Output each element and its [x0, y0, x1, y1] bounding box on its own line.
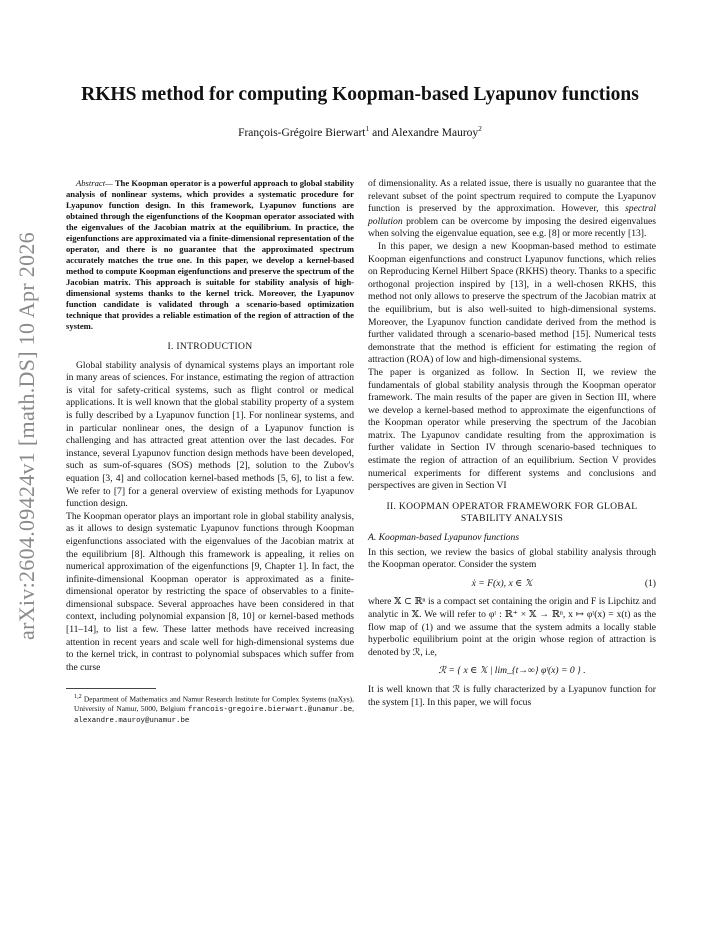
intro-paragraph-1: Global stability analysis of dynamical systems plays an important role in many areas of sciences. For instance, estimating the region of attraction is vital for safety-critical systems, such as flight control or medical applications. It is well known that the global stability property of a system is fully described by a Lyapunov function [1]. For nonlinear systems, and in particular nonlinear ones, the design of a Lyapunov function is challenging and has attracted great attention over the last decades. For instance, several Lyapunov function design methods have been developed, such as sum-of-squares (SOS) methods [2], solution to the Zubov's equation [3, 4] and collocation kernel-based methods [5, 6], to list a few. We refer to [7] for a general overview of existing methods for Lyapunov function design.	[66, 359, 354, 510]
section-2-heading-line-1: II. KOOPMAN OPERATOR FRAMEWORK FOR GLOBAL	[386, 500, 638, 512]
spectral-pollution-term: spectral pollution	[368, 203, 656, 227]
section-2-heading	[368, 501, 656, 526]
equation-1-number: (1)	[644, 577, 656, 589]
right-column	[368, 178, 656, 709]
equation-1	[368, 578, 656, 591]
email-link-2[interactable]: alexandre.mauroy@unamur.be	[74, 716, 190, 725]
abstract-label: Abstract—	[76, 178, 113, 188]
intro-paragraph-2: The Koopman operator plays an important role in global stability analysis, as it allows to design systematic Lyapunov functions through Koopman eigenfunctions associated with the eigenvalues of the Jacobian matrix at the equilibrium [8]. Although this framework is appealing, it relies on numerical approximation of the eigenfunctions [9, Chapter 1]. In fact, the infinite-dimensional Koopman operator is approximated as a finite-dimensional operator by restricting the space of observables to a finite-dimensional subspace. Several approaches have been considered in that context, including polynomial expansion [8, 10] or kernel-based methods [11–14], to list a few. These latter methods have received increasing attention in recent years and scale well for high-dimensional systems due to the kernel trick, in contrast to polynomial subspaces which suffer from the curse	[66, 510, 354, 673]
abstract	[66, 178, 354, 332]
right-paragraph-1-start: of dimensionality. As a related issue, there is usually no guarantee that the relevant subset of the point spectrum required to compute the Lyapunov function is preserved by the approximation. However, this	[368, 178, 656, 215]
abstract-text: The Koopman operator is a powerful approach to global stability analysis of nonlinear systems, which provides a systematic procedure for Lyapunov function design. In this framework, Lyapunov functions are obtained through the eigenfunctions of the Koopman operator associated with the eigenvalues of the Jacobian matrix at the equilibrium. In practice, the eigenfunctions are approximated via a finite-dimensional representation of the operator, and there is no guarantee that the approximated spectrum accurately matches the true one. In this paper, we develop a kernel-based method to compute Koopman eigenfunctions and preserve the spectrum of the Jacobian matrix. This approach is suitable for stability analysis of high-dimensional systems thanks to the kernel trick. Moreover, the Lyapunov function candidate is validated through a scenario-based optimization technique that provides a reliable estimation of the region of attraction of the system.	[66, 178, 354, 331]
author-1: François-Grégoire Bierwart	[238, 126, 366, 139]
footnote-marker: 1,2	[74, 694, 82, 701]
right-paragraph-1-end: problem can be overcome by imposing the desired eigenvalues when solving the eigenvalue equation, see e.g. [8] or more recently [13].	[368, 215, 656, 240]
email-link-1[interactable]: francois-gregoire.bierwart.@unamur.be	[188, 705, 353, 714]
author-1-affiliation: 1	[365, 124, 370, 133]
equation-1-body: ẋ = F(x), x ∈ 𝕏	[471, 577, 533, 589]
arxiv-identifier: arXiv:2604.09424v1 [math.DS] 10 Apr 2026	[14, 232, 39, 640]
equation-2	[368, 665, 656, 678]
email-separator: ,	[352, 703, 354, 713]
right-paragraph-3: The paper is organized as follow. In Section II, we review the fundamentals of global stability analysis through the Koopman operator framework. The main results of the paper are given in Section III, where we develop a kernel-based method to approximate the eigenfunctions of the Koopman operator while preserving the spectrum of the Jacobian matrix. The Lyapunov candidate resulting from the approximation is further validate in Section IV through scenario-based techniques to estimate the region of attraction of an equilibrium. Section V provides numerical experiments for different systems and conclusions and perspectives are given in Section VI	[368, 366, 656, 492]
right-paragraph-2: In this paper, we design a new Koopman-based method to estimate Koopman eigenfunctions and construct Lyapunov functions, which relies on Reproducing Kernel Hilbert Space (RKHS) theory. Thanks to a specific orthogonal projection inspired by [13], in a well-chosen RKHS, this method not only allows to preserve the spectrum of the Jacobian matrix at the equilibrium, but is also well-suited to high-dimensional systems. Moreover, the Lyapunov function candidate derived from the method is further validated through a scenario-based method [15]. Numerical tests demonstrate that the method is efficient for estimating the region of attraction (ROA) of low and high-dimensional systems.	[368, 240, 656, 366]
section-1-heading: I. INTRODUCTION	[167, 341, 253, 352]
right-paragraph-1	[368, 178, 656, 241]
right-paragraph-4: In this section, we review the basics of global stability analysis through the Koopman operator. Consider the system	[368, 546, 656, 571]
equation-2-body: ℛ = { x ∈ 𝕏 | lim_{t→∞} φᵗ(x) = 0 } .	[438, 665, 586, 677]
paper-title: RKHS method for computing Koopman-based Lyapunov functions	[81, 84, 639, 105]
author-separator: and	[369, 126, 391, 139]
author-line	[60, 124, 660, 139]
footnote-text: Department of Mathematics and Namur Research Institute for Complex Systems (naXys), University of Namur, 5000, Belgium	[74, 694, 354, 713]
right-paragraph-5: where 𝕏 ⊂ ℝⁿ is a compact set containing the origin and F is Lipchitz and analytic in 𝕏. We will refer to φᵗ : ℝ⁺ × 𝕏 → ℝⁿ, x ↦ φᵗ(x) = x(t) as the flow map of (1) and we assume that the system admits a locally stable hyperbolic equilibrium point at the origin whose region of attraction is denoted by ℛ, i.e,	[368, 596, 656, 658]
subsection-a-heading: A. Koopman-based Lyapunov functions	[368, 532, 520, 544]
left-column	[66, 178, 354, 726]
right-paragraph-6: It is well known that ℛ is fully characterized by a Lyapunov function for the system [1]. In this paper, we will focus	[368, 683, 656, 708]
author-2: Alexandre Mauroy	[390, 126, 479, 139]
section-2-heading-line-2: STABILITY ANALYSIS	[460, 513, 564, 525]
affiliation-footnote	[66, 693, 354, 725]
author-2-affiliation: 2	[478, 124, 482, 133]
footnote-rule	[66, 688, 156, 689]
